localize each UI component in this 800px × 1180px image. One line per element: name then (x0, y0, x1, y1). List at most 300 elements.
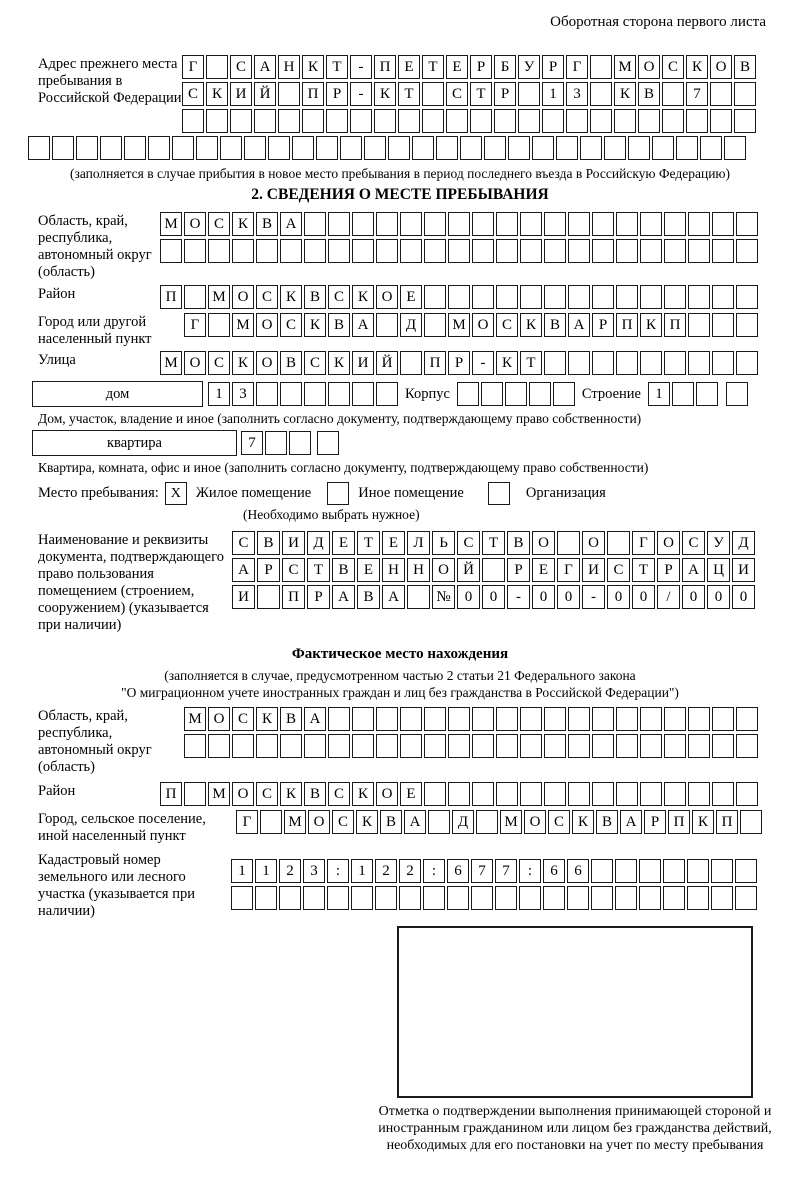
char-cell[interactable] (615, 859, 637, 883)
char-cell[interactable] (568, 734, 590, 758)
char-cell[interactable] (326, 109, 348, 133)
checkbox-zhiloe-pomeshchenie[interactable]: X (165, 482, 187, 505)
char-cell[interactable] (184, 239, 206, 263)
char-cell[interactable]: К (374, 82, 396, 106)
char-cell[interactable] (436, 136, 458, 160)
char-cell[interactable]: 7 (471, 859, 493, 883)
oblast-row-2[interactable] (160, 239, 758, 263)
char-cell[interactable]: 7 (686, 82, 708, 106)
char-cell[interactable] (304, 734, 326, 758)
char-cell[interactable] (279, 886, 301, 910)
char-cell[interactable]: О (256, 313, 278, 337)
char-cell[interactable]: В (304, 782, 326, 806)
char-cell[interactable]: Е (400, 285, 422, 309)
char-cell[interactable] (736, 212, 758, 236)
char-cell[interactable] (518, 109, 540, 133)
char-cell[interactable] (568, 212, 590, 236)
char-cell[interactable] (206, 55, 228, 79)
actual-oblast-row-2[interactable] (184, 734, 758, 758)
char-cell[interactable]: О (184, 351, 206, 375)
char-cell[interactable] (268, 136, 290, 160)
char-cell[interactable] (232, 239, 254, 263)
char-cell[interactable] (592, 285, 614, 309)
char-cell[interactable] (328, 734, 350, 758)
char-cell[interactable]: Р (494, 82, 516, 106)
char-cell[interactable] (172, 136, 194, 160)
char-cell[interactable] (520, 707, 542, 731)
char-cell[interactable] (591, 859, 613, 883)
char-cell[interactable] (376, 707, 398, 731)
char-cell[interactable] (518, 82, 540, 106)
char-cell[interactable] (520, 782, 542, 806)
char-cell[interactable] (407, 585, 430, 609)
char-cell[interactable] (260, 810, 282, 834)
char-cell[interactable]: У (518, 55, 540, 79)
char-cell[interactable] (328, 382, 350, 406)
char-cell[interactable]: К (352, 285, 374, 309)
char-cell[interactable]: К (232, 212, 254, 236)
char-cell[interactable]: Д (307, 531, 330, 555)
char-cell[interactable] (544, 285, 566, 309)
char-cell[interactable] (303, 886, 325, 910)
char-cell[interactable] (496, 239, 518, 263)
char-cell[interactable]: П (616, 313, 638, 337)
char-cell[interactable] (532, 136, 554, 160)
char-cell[interactable]: Т (357, 531, 380, 555)
char-cell[interactable]: 6 (567, 859, 589, 883)
char-cell[interactable]: А (404, 810, 426, 834)
char-cell[interactable] (448, 239, 470, 263)
char-cell[interactable]: Ц (707, 558, 730, 582)
char-cell[interactable] (422, 109, 444, 133)
char-cell[interactable] (328, 212, 350, 236)
char-cell[interactable]: Е (332, 531, 355, 555)
char-cell[interactable]: Е (357, 558, 380, 582)
char-cell[interactable] (472, 212, 494, 236)
char-cell[interactable] (184, 734, 206, 758)
char-cell[interactable] (639, 886, 661, 910)
char-cell[interactable] (76, 136, 98, 160)
char-cell[interactable] (664, 707, 686, 731)
char-cell[interactable] (424, 313, 446, 337)
doc-row-3[interactable] (232, 585, 755, 609)
checkbox-organizatsiya[interactable] (488, 482, 510, 505)
char-cell[interactable] (494, 109, 516, 133)
char-cell[interactable]: Т (482, 531, 505, 555)
char-cell[interactable]: О (376, 782, 398, 806)
char-cell[interactable] (448, 782, 470, 806)
char-cell[interactable]: М (184, 707, 206, 731)
char-cell[interactable] (316, 136, 338, 160)
char-cell[interactable] (254, 109, 276, 133)
char-cell[interactable] (686, 109, 708, 133)
char-cell[interactable]: В (380, 810, 402, 834)
char-cell[interactable] (710, 82, 732, 106)
char-cell[interactable] (592, 734, 614, 758)
char-cell[interactable]: Р (592, 313, 614, 337)
char-cell[interactable] (628, 136, 650, 160)
char-cell[interactable]: № (432, 585, 455, 609)
char-cell[interactable] (400, 734, 422, 758)
char-cell[interactable]: А (280, 212, 302, 236)
char-cell[interactable]: М (500, 810, 522, 834)
char-cell[interactable]: К (496, 351, 518, 375)
char-cell[interactable] (736, 285, 758, 309)
char-cell[interactable] (472, 782, 494, 806)
char-cell[interactable]: Т (307, 558, 330, 582)
char-cell[interactable] (400, 351, 422, 375)
char-cell[interactable]: 0 (532, 585, 555, 609)
char-cell[interactable]: 2 (375, 859, 397, 883)
char-cell[interactable]: В (596, 810, 618, 834)
char-cell[interactable]: С (607, 558, 630, 582)
char-cell[interactable] (662, 109, 684, 133)
char-cell[interactable] (568, 285, 590, 309)
char-cell[interactable] (672, 382, 694, 406)
char-cell[interactable]: А (382, 585, 405, 609)
char-cell[interactable] (688, 707, 710, 731)
char-cell[interactable]: Р (326, 82, 348, 106)
char-cell[interactable]: П (160, 782, 182, 806)
char-cell[interactable]: И (352, 351, 374, 375)
char-cell[interactable]: 0 (632, 585, 655, 609)
char-cell[interactable] (255, 886, 277, 910)
char-cell[interactable] (639, 859, 661, 883)
char-cell[interactable]: О (308, 810, 330, 834)
char-cell[interactable]: П (160, 285, 182, 309)
char-cell[interactable]: 0 (682, 585, 705, 609)
char-cell[interactable]: М (208, 782, 230, 806)
char-cell[interactable] (520, 734, 542, 758)
char-cell[interactable] (614, 109, 636, 133)
char-cell[interactable] (688, 313, 710, 337)
char-cell[interactable]: К (304, 313, 326, 337)
char-cell[interactable]: Т (470, 82, 492, 106)
char-cell[interactable]: К (686, 55, 708, 79)
char-cell[interactable]: С (182, 82, 204, 106)
char-cell[interactable]: 0 (457, 585, 480, 609)
char-cell[interactable] (640, 239, 662, 263)
char-cell[interactable]: В (257, 531, 280, 555)
char-cell[interactable]: 0 (482, 585, 505, 609)
ulitsa-row[interactable] (160, 351, 758, 375)
char-cell[interactable] (400, 239, 422, 263)
char-cell[interactable] (505, 382, 527, 406)
char-cell[interactable] (424, 285, 446, 309)
char-cell[interactable]: П (282, 585, 305, 609)
char-cell[interactable] (520, 239, 542, 263)
char-cell[interactable]: - (350, 82, 372, 106)
char-cell[interactable]: 3 (566, 82, 588, 106)
char-cell[interactable] (289, 431, 311, 455)
char-cell[interactable] (553, 382, 575, 406)
char-cell[interactable]: 0 (607, 585, 630, 609)
char-cell[interactable] (280, 734, 302, 758)
char-cell[interactable]: : (327, 859, 349, 883)
checkbox-inoe-pomeshchenie[interactable] (327, 482, 349, 505)
char-cell[interactable]: В (280, 351, 302, 375)
char-cell[interactable] (457, 382, 479, 406)
char-cell[interactable]: Д (732, 531, 755, 555)
gorod-row[interactable] (184, 313, 758, 337)
char-cell[interactable]: К (328, 351, 350, 375)
char-cell[interactable]: О (208, 707, 230, 731)
char-cell[interactable]: А (254, 55, 276, 79)
char-cell[interactable] (710, 109, 732, 133)
char-cell[interactable] (543, 886, 565, 910)
kvartira-cells[interactable] (241, 431, 311, 455)
char-cell[interactable] (712, 313, 734, 337)
char-cell[interactable]: В (507, 531, 530, 555)
char-cell[interactable] (712, 707, 734, 731)
char-cell[interactable]: С (328, 285, 350, 309)
char-cell[interactable]: П (374, 55, 396, 79)
char-cell[interactable] (567, 886, 589, 910)
char-cell[interactable] (712, 212, 734, 236)
char-cell[interactable] (317, 431, 339, 455)
char-cell[interactable]: 7 (495, 859, 517, 883)
char-cell[interactable]: П (424, 351, 446, 375)
char-cell[interactable] (278, 109, 300, 133)
char-cell[interactable]: 3 (232, 382, 254, 406)
char-cell[interactable]: О (232, 285, 254, 309)
char-cell[interactable]: О (232, 782, 254, 806)
char-cell[interactable]: И (282, 531, 305, 555)
char-cell[interactable] (424, 782, 446, 806)
char-cell[interactable] (592, 212, 614, 236)
char-cell[interactable] (568, 239, 590, 263)
char-cell[interactable] (736, 782, 758, 806)
char-cell[interactable] (616, 239, 638, 263)
char-cell[interactable]: В (544, 313, 566, 337)
actual-raion-row[interactable] (160, 782, 758, 806)
char-cell[interactable]: О (376, 285, 398, 309)
char-cell[interactable]: М (448, 313, 470, 337)
char-cell[interactable] (256, 734, 278, 758)
char-cell[interactable]: Е (398, 55, 420, 79)
char-cell[interactable] (231, 886, 253, 910)
char-cell[interactable]: Г (557, 558, 580, 582)
char-cell[interactable] (472, 285, 494, 309)
char-cell[interactable] (687, 859, 709, 883)
char-cell[interactable]: С (256, 782, 278, 806)
char-cell[interactable]: 6 (447, 859, 469, 883)
char-cell[interactable]: А (232, 558, 255, 582)
char-cell[interactable] (472, 239, 494, 263)
char-cell[interactable]: Б (494, 55, 516, 79)
char-cell[interactable] (640, 351, 662, 375)
char-cell[interactable] (592, 707, 614, 731)
char-cell[interactable] (615, 886, 637, 910)
char-cell[interactable] (422, 82, 444, 106)
char-cell[interactable]: О (472, 313, 494, 337)
char-cell[interactable]: С (230, 55, 252, 79)
char-cell[interactable]: - (472, 351, 494, 375)
char-cell[interactable] (652, 136, 674, 160)
char-cell[interactable] (711, 886, 733, 910)
char-cell[interactable]: С (208, 212, 230, 236)
char-cell[interactable] (529, 382, 551, 406)
char-cell[interactable]: П (302, 82, 324, 106)
char-cell[interactable]: Р (448, 351, 470, 375)
char-cell[interactable]: О (638, 55, 660, 79)
char-cell[interactable]: Р (657, 558, 680, 582)
char-cell[interactable]: К (614, 82, 636, 106)
char-cell[interactable]: С (332, 810, 354, 834)
char-cell[interactable] (292, 136, 314, 160)
char-cell[interactable] (664, 239, 686, 263)
prev-address-row-1[interactable] (182, 55, 756, 79)
char-cell[interactable]: Й (376, 351, 398, 375)
char-cell[interactable]: В (357, 585, 380, 609)
char-cell[interactable]: К (692, 810, 714, 834)
char-cell[interactable] (519, 886, 541, 910)
actual-oblast-row-1[interactable] (184, 707, 758, 731)
char-cell[interactable] (640, 285, 662, 309)
char-cell[interactable]: Т (326, 55, 348, 79)
char-cell[interactable] (124, 136, 146, 160)
char-cell[interactable]: Ь (432, 531, 455, 555)
char-cell[interactable]: К (640, 313, 662, 337)
char-cell[interactable] (664, 351, 686, 375)
char-cell[interactable] (398, 109, 420, 133)
char-cell[interactable]: : (519, 859, 541, 883)
doc-row-2[interactable] (232, 558, 755, 582)
char-cell[interactable]: Н (407, 558, 430, 582)
char-cell[interactable]: Г (182, 55, 204, 79)
char-cell[interactable] (208, 734, 230, 758)
char-cell[interactable] (496, 212, 518, 236)
char-cell[interactable]: Е (446, 55, 468, 79)
char-cell[interactable] (447, 886, 469, 910)
char-cell[interactable] (736, 239, 758, 263)
char-cell[interactable]: Н (382, 558, 405, 582)
char-cell[interactable] (604, 136, 626, 160)
char-cell[interactable] (688, 734, 710, 758)
char-cell[interactable]: С (457, 531, 480, 555)
char-cell[interactable]: Р (644, 810, 666, 834)
char-cell[interactable]: М (160, 212, 182, 236)
char-cell[interactable]: П (668, 810, 690, 834)
char-cell[interactable]: К (232, 351, 254, 375)
char-cell[interactable] (616, 734, 638, 758)
char-cell[interactable] (676, 136, 698, 160)
char-cell[interactable] (448, 285, 470, 309)
char-cell[interactable] (400, 212, 422, 236)
char-cell[interactable] (544, 351, 566, 375)
char-cell[interactable]: С (256, 285, 278, 309)
korpus-cells[interactable] (457, 382, 575, 406)
char-cell[interactable]: В (328, 313, 350, 337)
char-cell[interactable] (256, 239, 278, 263)
char-cell[interactable] (520, 212, 542, 236)
char-cell[interactable]: О (256, 351, 278, 375)
char-cell[interactable] (592, 782, 614, 806)
char-cell[interactable] (364, 136, 386, 160)
char-cell[interactable] (735, 886, 757, 910)
char-cell[interactable] (423, 886, 445, 910)
char-cell[interactable]: - (350, 55, 372, 79)
char-cell[interactable]: Й (254, 82, 276, 106)
char-cell[interactable]: В (332, 558, 355, 582)
char-cell[interactable] (400, 707, 422, 731)
char-cell[interactable] (374, 109, 396, 133)
char-cell[interactable] (265, 431, 287, 455)
char-cell[interactable] (568, 351, 590, 375)
char-cell[interactable]: П (716, 810, 738, 834)
char-cell[interactable]: О (710, 55, 732, 79)
char-cell[interactable]: С (328, 782, 350, 806)
char-cell[interactable] (328, 239, 350, 263)
char-cell[interactable]: М (614, 55, 636, 79)
kadastr-row-1[interactable] (231, 859, 757, 883)
char-cell[interactable]: 1 (648, 382, 670, 406)
char-cell[interactable]: С (280, 313, 302, 337)
char-cell[interactable]: М (284, 810, 306, 834)
char-cell[interactable]: К (572, 810, 594, 834)
char-cell[interactable] (256, 382, 278, 406)
char-cell[interactable]: Т (398, 82, 420, 106)
char-cell[interactable]: - (507, 585, 530, 609)
char-cell[interactable] (352, 707, 374, 731)
char-cell[interactable] (302, 109, 324, 133)
char-cell[interactable] (590, 82, 612, 106)
char-cell[interactable] (208, 239, 230, 263)
char-cell[interactable] (220, 136, 242, 160)
char-cell[interactable]: 2 (399, 859, 421, 883)
char-cell[interactable] (470, 109, 492, 133)
char-cell[interactable]: : (423, 859, 445, 883)
char-cell[interactable] (592, 239, 614, 263)
char-cell[interactable] (557, 531, 580, 555)
char-cell[interactable] (304, 239, 326, 263)
char-cell[interactable] (160, 239, 182, 263)
char-cell[interactable] (472, 707, 494, 731)
char-cell[interactable] (568, 782, 590, 806)
char-cell[interactable]: И (582, 558, 605, 582)
char-cell[interactable]: К (256, 707, 278, 731)
char-cell[interactable] (496, 782, 518, 806)
char-cell[interactable] (206, 109, 228, 133)
kvartira-extra-cell[interactable] (317, 431, 339, 455)
char-cell[interactable] (688, 285, 710, 309)
char-cell[interactable] (208, 313, 230, 337)
char-cell[interactable]: 1 (231, 859, 253, 883)
char-cell[interactable]: И (732, 558, 755, 582)
char-cell[interactable]: А (568, 313, 590, 337)
char-cell[interactable] (376, 239, 398, 263)
char-cell[interactable] (590, 109, 612, 133)
actual-gorod-row[interactable] (236, 810, 762, 834)
char-cell[interactable]: А (332, 585, 355, 609)
char-cell[interactable] (257, 585, 280, 609)
char-cell[interactable] (607, 531, 630, 555)
char-cell[interactable]: А (620, 810, 642, 834)
char-cell[interactable]: Т (422, 55, 444, 79)
char-cell[interactable]: Т (632, 558, 655, 582)
char-cell[interactable] (712, 351, 734, 375)
char-cell[interactable]: И (232, 585, 255, 609)
char-cell[interactable] (712, 285, 734, 309)
char-cell[interactable] (688, 351, 710, 375)
char-cell[interactable]: В (734, 55, 756, 79)
char-cell[interactable] (544, 212, 566, 236)
char-cell[interactable] (590, 55, 612, 79)
char-cell[interactable] (556, 136, 578, 160)
char-cell[interactable]: Д (400, 313, 422, 337)
char-cell[interactable]: О (532, 531, 555, 555)
char-cell[interactable] (566, 109, 588, 133)
